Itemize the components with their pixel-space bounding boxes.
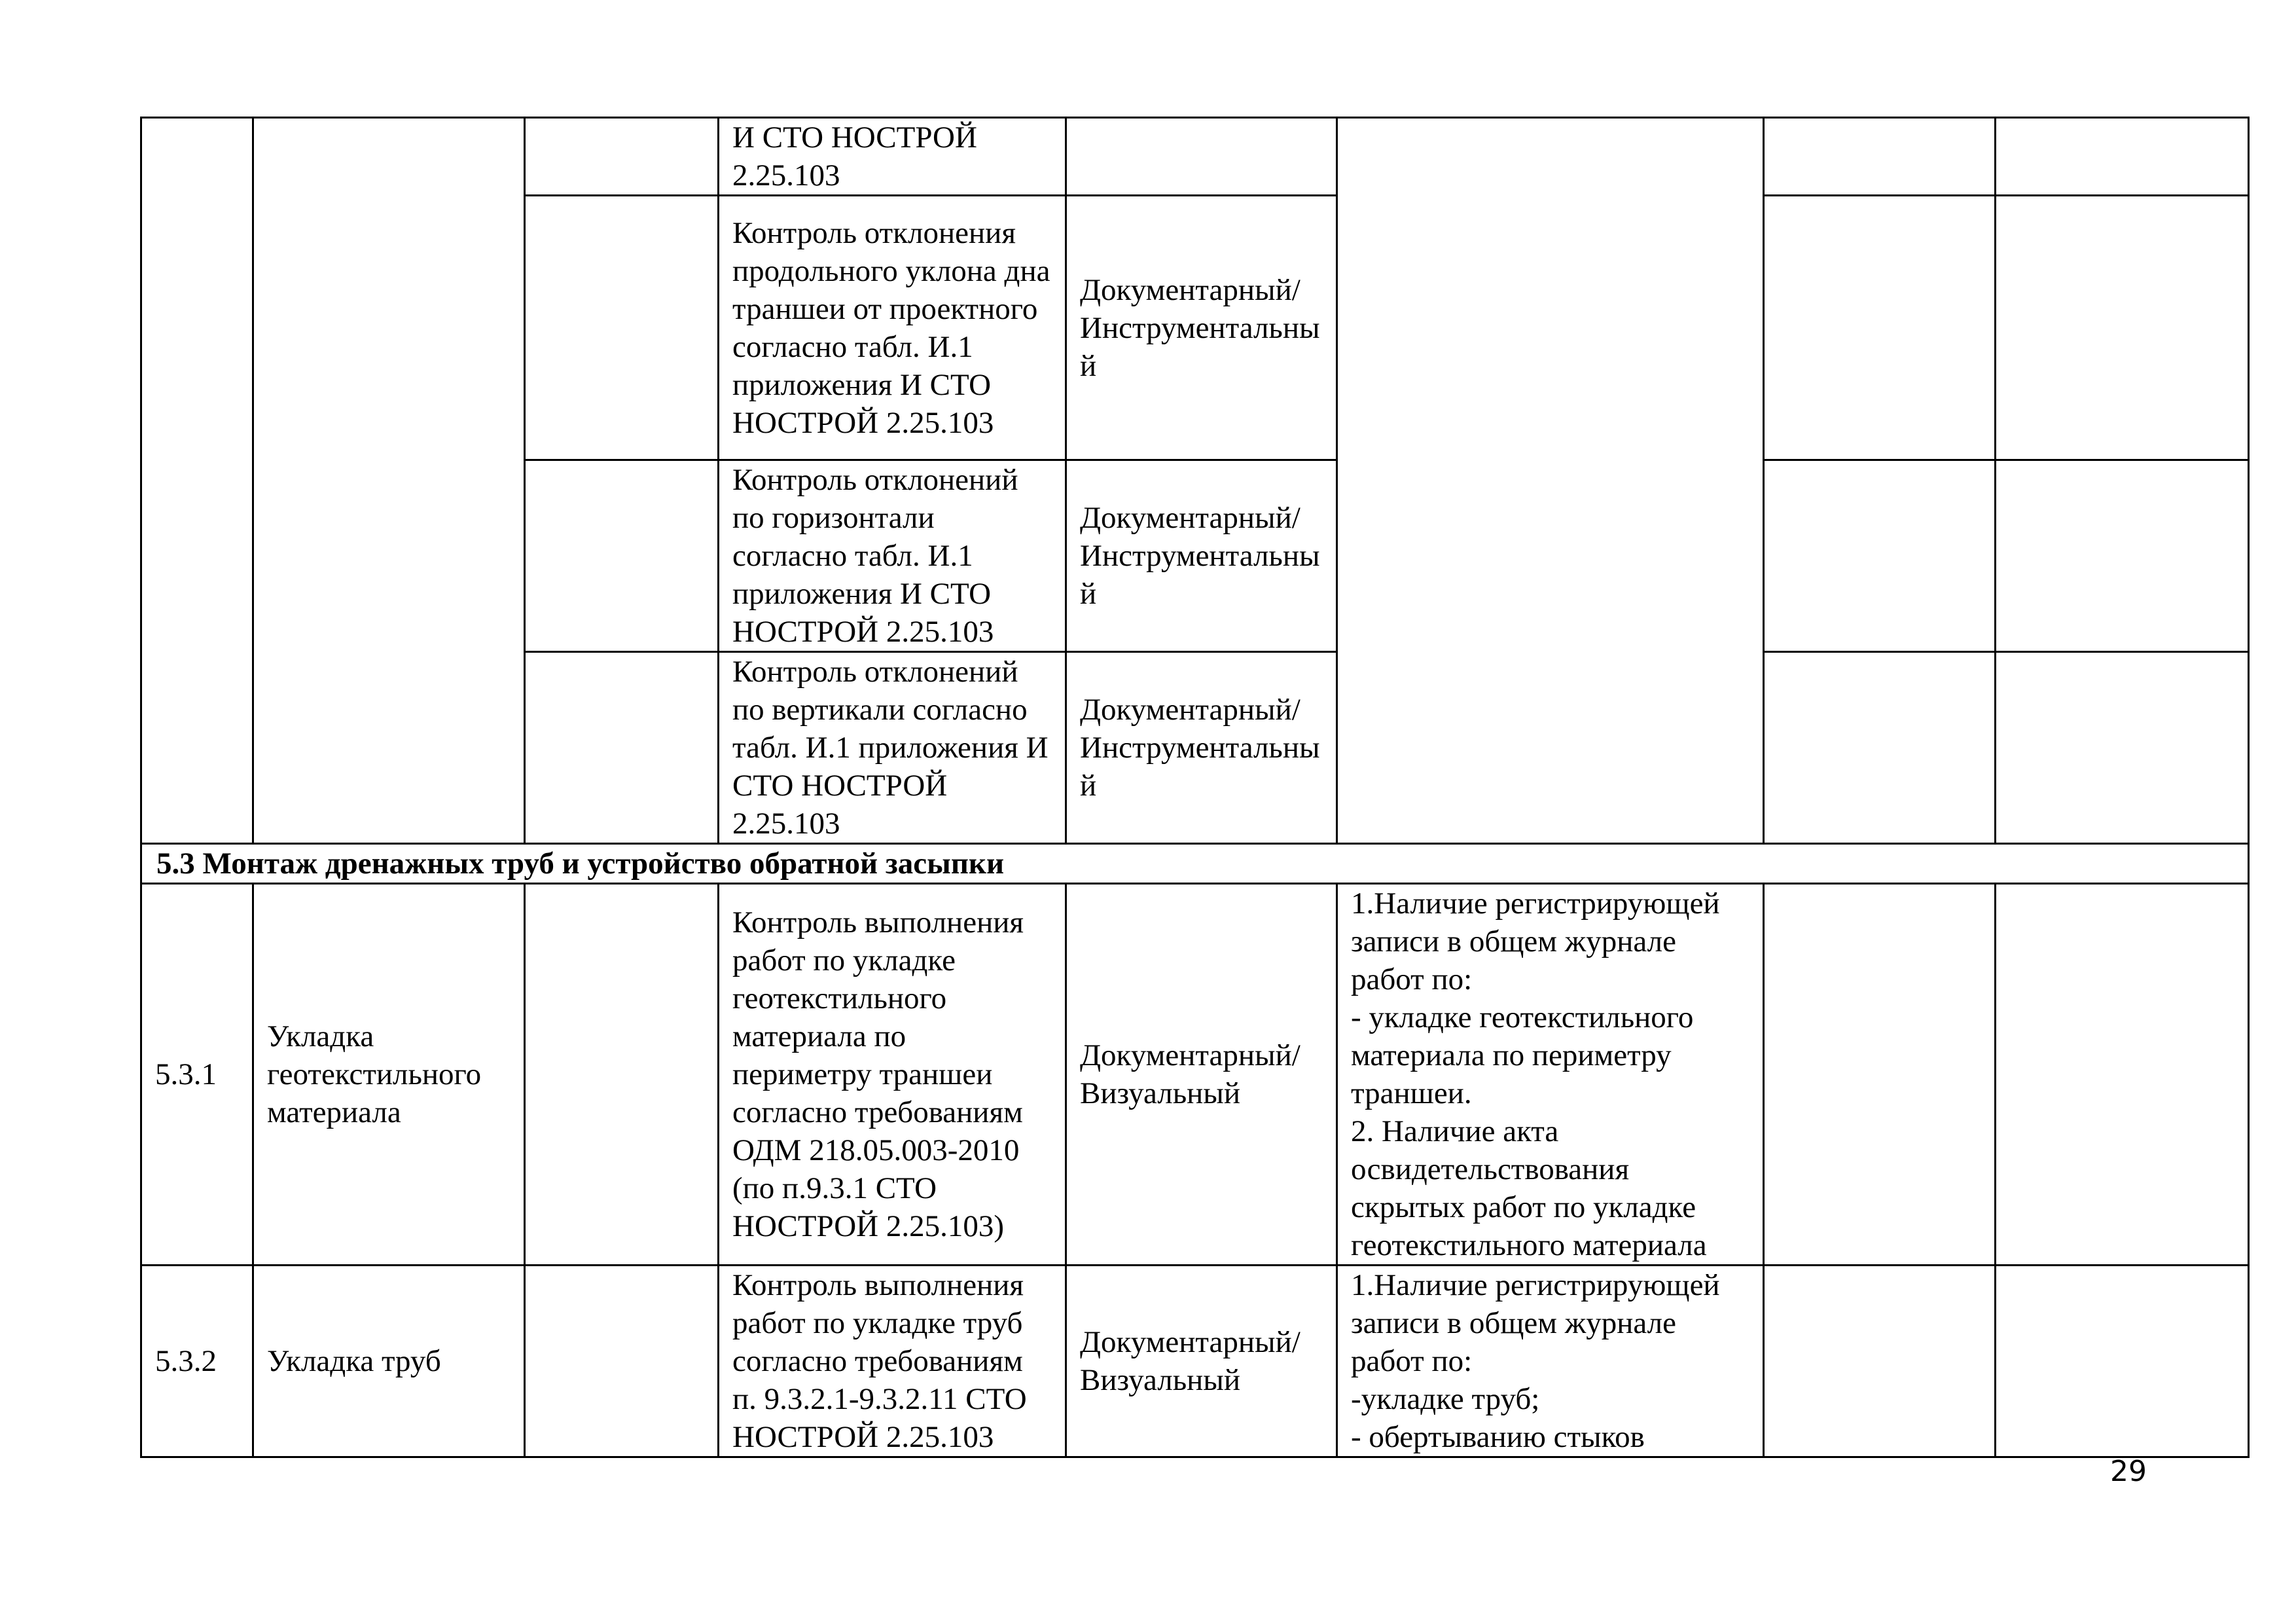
section-row (141, 844, 2249, 884)
table-row (141, 118, 2249, 196)
cell-control-method: Документарный/ Визуальный (1066, 1266, 1337, 1457)
cell-empty (525, 460, 719, 652)
cell-empty (525, 118, 719, 196)
cell-control-description: Контроль выполнения работ по укладке геотекстильного материала по периметру траншеи согласно требованиям ОДМ 218.05.003-2010 (по п.9.3.1 СТО НОСТРОЙ 2.25.103) (719, 884, 1066, 1266)
cell-control-description: Контроль отклонений по горизонтали согласно табл. И.1 приложения И СТО НОСТРОЙ 2.25.103 (719, 460, 1066, 652)
cell-empty (525, 196, 719, 460)
cell-empty (1764, 884, 1996, 1266)
cell-documents (1337, 118, 1764, 844)
inspection-table (140, 117, 2250, 1458)
cell-control-method: Документарный/ Инструментальный (1066, 652, 1337, 844)
cell-control-description: И СТО НОСТРОЙ 2.25.103 (719, 118, 1066, 196)
cell-control-method: Документарный/ Инструментальный (1066, 196, 1337, 460)
cell-documents: 1.Наличие регистрирующей записи в общем журнале работ по: -укладке труб; - обертыванию стыков (1337, 1266, 1764, 1457)
cell-empty (1764, 1266, 1996, 1457)
cell-name: Укладка труб (253, 1266, 525, 1457)
cell-documents: 1.Наличие регистрирующей записи в общем журнале работ по: - укладке геотекстильного материала по периметру траншеи. 2. Наличие акта освидетельствования скрытых работ по укладке геотекстильного материала (1337, 884, 1764, 1266)
cell-control-description: Контроль выполнения работ по укладке труб согласно требованиям п. 9.3.2.1-9.3.2.11 СТО НОСТРОЙ 2.25.103 (719, 1266, 1066, 1457)
section-heading: 5.3 Монтаж дренажных труб и устройство обратной засыпки (141, 844, 2249, 884)
table-row (141, 884, 2249, 1266)
cell-empty (525, 884, 719, 1266)
cell-number: 5.3.2 (141, 1266, 253, 1457)
cell-empty (1764, 652, 1996, 844)
cell-empty (1996, 118, 2249, 196)
cell-number: 5.3.1 (141, 884, 253, 1266)
cell-empty (525, 1266, 719, 1457)
cell-control-description: Контроль отклонения продольного уклона дна траншеи от проектного согласно табл. И.1 приложения И СТО НОСТРОЙ 2.25.103 (719, 196, 1066, 460)
cell-empty (1996, 652, 2249, 844)
cell-empty (1764, 196, 1996, 460)
cell-empty (1996, 460, 2249, 652)
cell-name (253, 118, 525, 844)
cell-empty (1764, 118, 1996, 196)
cell-control-method: Документарный/ Инструментальный (1066, 460, 1337, 652)
cell-empty (1996, 196, 2249, 460)
cell-empty (1764, 460, 1996, 652)
cell-control-description: Контроль отклонений по вертикали согласно табл. И.1 приложения И СТО НОСТРОЙ 2.25.103 (719, 652, 1066, 844)
cell-empty (1996, 1266, 2249, 1457)
page-number: 29 (2110, 1455, 2147, 1488)
cell-number (141, 118, 253, 844)
table-row (141, 1266, 2249, 1457)
cell-empty (525, 652, 719, 844)
cell-name: Укладка геотекстильного материала (253, 884, 525, 1266)
cell-control-method (1066, 118, 1337, 196)
cell-control-method: Документарный/ Визуальный (1066, 884, 1337, 1266)
cell-empty (1996, 884, 2249, 1266)
